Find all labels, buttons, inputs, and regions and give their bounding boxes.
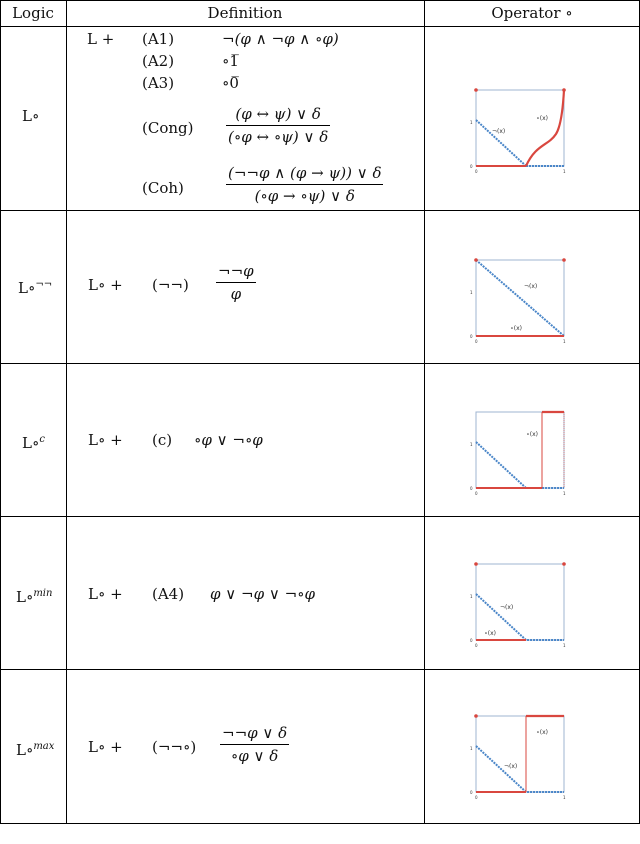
row-0-logic-name: L∘ [22,107,40,125]
table-row-rule-3 [0,516,640,517]
operator-plot-3 [466,558,570,650]
row-3-logic-sup: min [33,588,53,599]
row-1-rule [216,262,256,303]
row-0-logic [22,107,39,125]
plot-0-op-label: ∘(x) [536,115,548,122]
plot-0-y-tick-1: 1 [470,120,473,125]
header-operator: Operator ∘ [491,4,573,22]
row-0-cong-num: (φ ↔ ψ) ∨ δ [235,105,321,123]
row-1-logic-name: L∘ [18,279,36,297]
plot-4-frame [476,716,564,792]
row-4-prefix: L∘ + [88,738,123,756]
plot-0-op-curve [526,90,564,166]
row-3-logic-name: L∘ [16,588,34,606]
row-2-logic-name: L∘ [22,434,40,452]
table-header-rule [0,26,640,27]
plot-1-op-label: ∘(x) [510,325,522,332]
plot-0-point-a [474,88,478,92]
plot-3-frame [476,564,564,640]
row-2-logic-sup: c [39,434,45,445]
table-col-rule-2 [424,0,425,824]
row-0-coh-rule [226,164,383,205]
plot-1-point-a [474,258,478,262]
plot-1-y-tick-1: 1 [470,290,473,295]
plot-2-x-tick-0: 0 [475,491,478,496]
plot-4-y-tick-0: 0 [470,790,473,795]
row-4-logic-sup: max [33,741,55,752]
row-4-num: ¬¬φ ∨ δ [222,724,288,742]
row-0-coh-num: (¬¬φ ∧ (φ → ψ)) ∨ δ [228,164,382,182]
row-1-logic-sup: ¬¬ [35,279,53,290]
plot-2-x-tick-1: 1 [563,491,566,496]
table-row-rule-1 [0,210,640,211]
plot-0-frame [476,90,564,166]
row-2-label: (c) [152,431,173,449]
table-border-top [0,0,640,1]
plot-2-y-tick-1: 1 [470,442,473,447]
plot-4-x-tick-1: 1 [563,795,566,800]
plot-1-x-tick-1: 1 [563,339,566,344]
header-logic: Logic [12,4,54,22]
plot-4-neg-label: ¬(x) [504,763,518,770]
row-0-prefix: L + [87,30,115,48]
row-3-label: (A4) [152,585,185,603]
row-0-a3-label: (A3) [142,74,175,92]
plot-0-point-b [562,88,566,92]
plot-3-y-tick-1: 1 [470,594,473,599]
row-0-a2-formula: ∘1̅ [222,52,239,70]
plot-2-y-tick-0: 0 [470,486,473,491]
row-0-a2-label: (A2) [142,52,175,70]
row-3-prefix: L∘ + [88,585,123,603]
row-0-coh-label: (Coh) [142,179,184,197]
row-4-logic-name: L∘ [16,741,34,759]
row-1-label: (¬¬) [152,276,189,294]
plot-4-y-tick-1: 1 [470,746,473,751]
row-1-den: φ [230,285,242,303]
operator-plot-0 [466,84,570,176]
row-0-cong-den: (∘φ ↔ ∘ψ) ∨ δ [228,128,329,146]
plot-3-point-b [562,562,566,566]
plot-0-y-tick-0: 0 [470,164,473,169]
plot-4-x-tick-0: 0 [475,795,478,800]
plot-0-x-tick-1: 1 [563,169,566,174]
table-row-rule-4 [0,669,640,670]
row-0-coh-den: (∘φ → ∘ψ) ∨ δ [254,187,355,205]
header-definition: Definition [207,4,283,22]
table-col-rule-0 [0,0,1,824]
row-0-a1-formula: ¬(φ ∧ ¬φ ∧ ∘φ) [222,30,339,48]
row-4-rule [220,724,289,765]
row-4-bar [220,744,289,745]
row-2-formula: ∘φ ∨ ¬∘φ [194,431,263,449]
row-0-a1-label: (A1) [142,30,175,48]
plot-1-x-tick-0: 0 [475,339,478,344]
row-0-coh-bar [226,184,383,185]
row-4-logic [16,738,54,759]
row-0-a3-formula: ∘0̅ [222,74,239,92]
plot-1-point-b [562,258,566,262]
plot-4-neg-line [476,746,564,792]
plot-3-op-label: ∘(x) [484,630,496,637]
plot-0-x-tick-0: 0 [475,169,478,174]
row-0-cong-bar [226,125,330,126]
plot-1-y-tick-0: 0 [470,334,473,339]
plot-3-neg-label: ¬(x) [500,604,514,611]
row-3-formula: φ ∨ ¬φ ∨ ¬∘φ [210,585,316,603]
plot-0-neg-label: ¬(x) [492,128,506,135]
plot-2-op-label: ∘(x) [526,431,538,438]
plot-0-neg-line [476,120,526,166]
plot-3-y-tick-0: 0 [470,638,473,643]
plot-4-op-label: ∘(x) [536,729,548,736]
table-border-bottom [0,823,640,824]
plot-3-x-tick-1: 1 [563,643,566,648]
operator-plot-2 [466,406,570,498]
row-1-logic [18,276,52,297]
row-0-cong-label: (Cong) [142,119,194,137]
plot-2-frame [476,412,564,488]
row-4-den: ∘φ ∨ δ [230,747,279,765]
row-2-logic [22,431,45,452]
row-1-bar [216,282,256,283]
row-2-prefix: L∘ + [88,431,123,449]
table-row-rule-2 [0,363,640,364]
table-col-rule-1 [66,0,67,824]
plot-1-neg-label: ¬(x) [524,283,538,290]
row-4-label: (¬¬∘) [152,738,197,756]
operator-plot-1 [466,254,570,346]
operator-plot-4 [466,710,570,802]
row-3-logic [16,585,52,606]
row-0-cong-rule [226,105,330,146]
plot-3-x-tick-0: 0 [475,643,478,648]
row-1-prefix: L∘ + [88,276,123,294]
row-1-num: ¬¬φ [218,262,254,280]
plot-2-neg-line [476,442,564,488]
plot-4-point-a [474,714,478,718]
plot-3-point-a [474,562,478,566]
